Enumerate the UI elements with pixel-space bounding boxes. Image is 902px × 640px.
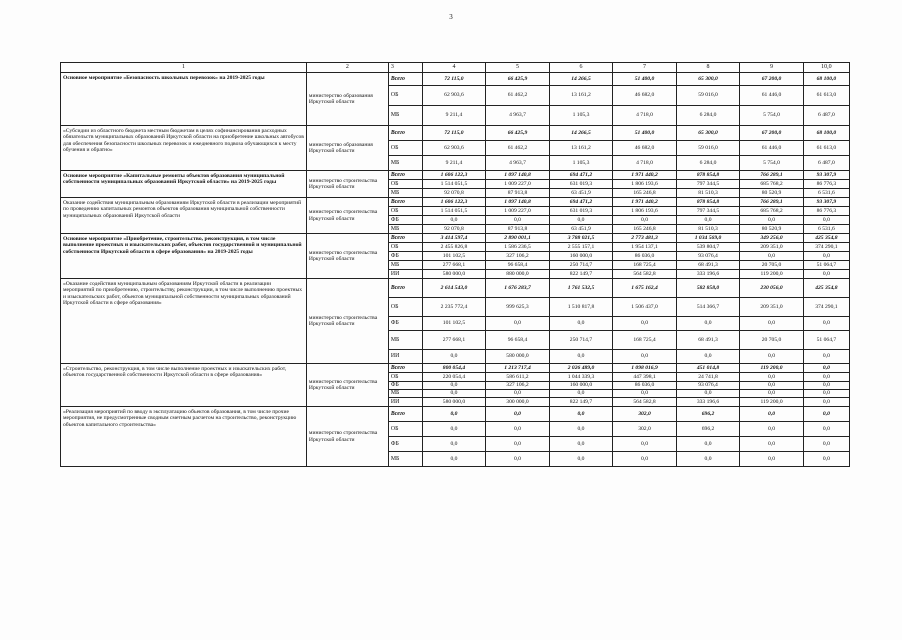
value-cell: 1 098 016,9: [613, 364, 677, 373]
value-cell: 86 776,3: [803, 207, 849, 216]
value-cell: 160 000,0: [549, 382, 613, 390]
value-cell: 3 788 021,5: [549, 234, 613, 243]
value-cell: 0,0: [740, 252, 804, 261]
table-row: [61, 364, 850, 373]
value-cell: 0,0: [740, 422, 804, 437]
value-cell: 9 211,4: [422, 156, 486, 171]
value-cell: 1 044 339,3: [549, 373, 613, 382]
table-row: [61, 171, 850, 180]
header-row: [61, 63, 850, 73]
value-cell: 209 351,0: [740, 298, 804, 317]
value-cell: 63 451,9: [549, 225, 613, 234]
executor-cell: министерство строительства Иркутской области: [306, 279, 388, 364]
value-cell: 0,0: [549, 390, 613, 398]
funding-source: ОБ: [388, 373, 422, 382]
value-cell: 0,0: [422, 216, 486, 225]
value-cell: 0,0: [422, 407, 486, 422]
value-cell: 685 768,2: [740, 180, 804, 189]
value-cell: 0,0: [803, 452, 849, 467]
value-cell: 0,0: [676, 216, 740, 225]
value-cell: 160 000,0: [549, 252, 613, 261]
value-cell: 580 000,0: [422, 398, 486, 407]
value-cell: 14 266,5: [549, 73, 613, 86]
value-cell: 2 555 157,1: [549, 243, 613, 252]
funding-source: МБ: [388, 331, 422, 350]
value-cell: 0,0: [803, 390, 849, 398]
value-cell: 86 036,0: [613, 382, 677, 390]
value-cell: 0,0: [549, 452, 613, 467]
funding-source: МБ: [388, 225, 422, 234]
value-cell: 0,0: [549, 407, 613, 422]
value-cell: 101 102,5: [422, 317, 486, 331]
value-cell: 250 714,7: [549, 261, 613, 270]
value-cell: 514 366,7: [676, 298, 740, 317]
header-cell: 6: [549, 63, 613, 73]
funding-source: Всего: [388, 234, 422, 243]
value-cell: 0,0: [676, 437, 740, 452]
value-cell: 766 289,1: [740, 198, 804, 207]
value-cell: 209 351,0: [740, 243, 804, 252]
funding-source: ОБ: [388, 243, 422, 252]
value-cell: 0,0: [422, 350, 486, 364]
value-cell: 93 076,4: [676, 252, 740, 261]
value-cell: 51 400,0: [613, 126, 677, 141]
table-row: [61, 234, 850, 243]
activity-description: «Реализация мероприятий по вводу в эксплуатацию объектов образования, в том числе прочие мероприятия, не предусмотренные сводным сметным расчетом на строительство, реконструкцию объектов капитального строительства»: [61, 407, 307, 467]
value-cell: 694 471,2: [549, 171, 613, 180]
activity-description: «Строительство, реконструкция, в том числе выполнение проектных и изыскательских работ, объектов государственной собственности Иркутской области в сфере образования»: [61, 364, 307, 407]
funding-source: ОБ: [388, 141, 422, 156]
value-cell: 374 290,1: [803, 243, 849, 252]
executor-cell: министерство строительства Иркутской области: [306, 364, 388, 407]
funding-source: Всего: [388, 364, 422, 373]
value-cell: 425 354,8: [803, 279, 849, 298]
funding-source: ИИ: [388, 350, 422, 364]
value-cell: 1 675 162,4: [613, 279, 677, 298]
value-cell: 6 284,0: [676, 156, 740, 171]
value-cell: 880 000,0: [486, 270, 550, 279]
value-cell: 62 903,6: [422, 86, 486, 106]
funding-source: ИИ: [388, 398, 422, 407]
value-cell: 61 613,0: [803, 86, 849, 106]
value-cell: 1 676 283,7: [486, 279, 550, 298]
value-cell: 1 514 051,5: [422, 207, 486, 216]
value-cell: 92 070,8: [422, 189, 486, 198]
value-cell: 119 200,0: [740, 364, 804, 373]
value-cell: 685 768,2: [740, 207, 804, 216]
value-cell: 220 054,4: [422, 373, 486, 382]
funding-source: ФБ: [388, 437, 422, 452]
value-cell: 2 890 001,1: [486, 234, 550, 243]
value-cell: 68 491,3: [676, 331, 740, 350]
value-cell: 0,0: [803, 317, 849, 331]
activity-description: «Субсидии из областного бюджета местным бюджетам в целях софинансирования расходных обязательств муниципальных образований Иркутской области на приобретение школьных автобусов для обеспечения безопасности школьных перевозок и ежедневного подвоза обучающихся к месту обучения и обратно»: [61, 126, 307, 171]
value-cell: 0,0: [613, 390, 677, 398]
value-cell: 0,0: [549, 317, 613, 331]
value-cell: 80 520,9: [740, 225, 804, 234]
value-cell: 374 290,1: [803, 298, 849, 317]
value-cell: 878 854,8: [676, 171, 740, 180]
value-cell: 0,0: [740, 437, 804, 452]
value-cell: 92 070,8: [422, 225, 486, 234]
value-cell: 0,0: [740, 382, 804, 390]
value-cell: 9 211,4: [422, 106, 486, 126]
value-cell: 4 963,7: [486, 106, 550, 126]
value-cell: 81 510,3: [676, 189, 740, 198]
funding-source: ОБ: [388, 422, 422, 437]
value-cell: 1 606 122,3: [422, 171, 486, 180]
header-cell: 7: [613, 63, 677, 73]
budget-table: [60, 62, 850, 467]
value-cell: 62 903,6: [422, 141, 486, 156]
funding-source: Всего: [388, 198, 422, 207]
value-cell: 0,0: [613, 317, 677, 331]
value-cell: 1 009 227,0: [486, 180, 550, 189]
value-cell: 631 019,3: [549, 207, 613, 216]
value-cell: 2 235 772,4: [422, 298, 486, 317]
value-cell: 6 284,0: [676, 106, 740, 126]
value-cell: 20 705,0: [740, 261, 804, 270]
value-cell: 878 854,8: [676, 198, 740, 207]
activity-description: Оказание содействия муниципальным образованиям Иркутской области в реализации мероприятий по проведению капитальных ремонтов объектов образования муниципальной собственности муниципальных образований Иркутской области: [61, 198, 307, 234]
funding-source: ОБ: [388, 86, 422, 106]
value-cell: 0,0: [422, 382, 486, 390]
value-cell: 0,0: [549, 216, 613, 225]
value-cell: 59 016,0: [676, 141, 740, 156]
header-cell: 4: [422, 63, 486, 73]
value-cell: 586 611,2: [486, 373, 550, 382]
value-cell: 2 455 826,8: [422, 243, 486, 252]
value-cell: 800 054,4: [422, 364, 486, 373]
value-cell: 1 806 193,6: [613, 207, 677, 216]
value-cell: 119 200,0: [740, 398, 804, 407]
funding-source: МБ: [388, 390, 422, 398]
value-cell: 1 097 140,8: [486, 171, 550, 180]
value-cell: 302,0: [613, 407, 677, 422]
value-cell: 87 913,8: [486, 225, 550, 234]
value-cell: 0,0: [486, 437, 550, 452]
funding-source: ФБ: [388, 216, 422, 225]
value-cell: 0,0: [486, 317, 550, 331]
value-cell: 582 858,0: [676, 279, 740, 298]
value-cell: 0,0: [676, 452, 740, 467]
executor-cell: министерство образования Иркутской области: [306, 73, 388, 126]
value-cell: 250 714,7: [549, 331, 613, 350]
value-cell: 1 105,3: [549, 156, 613, 171]
value-cell: 1 510 817,8: [549, 298, 613, 317]
value-cell: 0,0: [422, 452, 486, 467]
value-cell: 1 009 227,0: [486, 207, 550, 216]
funding-source: МБ: [388, 156, 422, 171]
header-cell: 9: [740, 63, 804, 73]
executor-cell: министерство строительства Иркутской области: [306, 234, 388, 279]
value-cell: 0,0: [740, 390, 804, 398]
value-cell: 539 804,7: [676, 243, 740, 252]
value-cell: 0,0: [803, 398, 849, 407]
value-cell: 96 658,4: [486, 331, 550, 350]
value-cell: 0,0: [740, 216, 804, 225]
funding-source: ОБ: [388, 298, 422, 317]
value-cell: 1 971 440,2: [613, 171, 677, 180]
value-cell: 80 520,9: [740, 189, 804, 198]
table-row: [61, 407, 850, 422]
value-cell: 1 105,3: [549, 106, 613, 126]
value-cell: 6 487,0: [803, 106, 849, 126]
value-cell: 168 725,4: [613, 261, 677, 270]
value-cell: 6 531,6: [803, 189, 849, 198]
value-cell: 333 196,6: [676, 398, 740, 407]
value-cell: 68 100,0: [803, 126, 849, 141]
value-cell: 66 425,9: [486, 126, 550, 141]
value-cell: 447 398,1: [613, 373, 677, 382]
value-cell: 277 668,1: [422, 331, 486, 350]
value-cell: 1 954 137,1: [613, 243, 677, 252]
value-cell: 694 471,2: [549, 198, 613, 207]
value-cell: 1 586 236,5: [486, 243, 550, 252]
value-cell: 2 773 481,3: [613, 234, 677, 243]
table-row: [61, 198, 850, 207]
value-cell: 277 668,1: [422, 261, 486, 270]
value-cell: 564 582,8: [613, 398, 677, 407]
value-cell: 86 776,3: [803, 180, 849, 189]
value-cell: 101 102,5: [422, 252, 486, 261]
value-cell: 0,0: [740, 373, 804, 382]
funding-source: МБ: [388, 452, 422, 467]
value-cell: 86 036,0: [613, 252, 677, 261]
value-cell: 65 300,0: [676, 73, 740, 86]
value-cell: 4 963,7: [486, 156, 550, 171]
value-cell: 696,2: [676, 407, 740, 422]
value-cell: 333 196,6: [676, 270, 740, 279]
value-cell: 564 582,8: [613, 270, 677, 279]
value-cell: 451 014,8: [676, 364, 740, 373]
value-cell: 165 246,8: [613, 225, 677, 234]
value-cell: 61 446,0: [740, 86, 804, 106]
value-cell: 797 344,5: [676, 180, 740, 189]
funding-source: Всего: [388, 279, 422, 298]
value-cell: 302,0: [613, 422, 677, 437]
value-cell: 168 725,4: [613, 331, 677, 350]
value-cell: 96 658,4: [486, 261, 550, 270]
value-cell: 1 606 122,3: [422, 198, 486, 207]
funding-source: МБ: [388, 106, 422, 126]
value-cell: 822 149,7: [549, 270, 613, 279]
value-cell: 6 531,6: [803, 225, 849, 234]
executor-cell: министерство строительства Иркутской области: [306, 198, 388, 234]
value-cell: 580 000,0: [422, 270, 486, 279]
value-cell: 87 913,8: [486, 189, 550, 198]
header-cell: 10,0: [803, 63, 849, 73]
value-cell: 0,0: [549, 350, 613, 364]
value-cell: 349 256,0: [740, 234, 804, 243]
value-cell: 5 754,0: [740, 156, 804, 171]
value-cell: 67 200,0: [740, 73, 804, 86]
value-cell: 1 971 440,2: [613, 198, 677, 207]
value-cell: 66 425,9: [486, 73, 550, 86]
value-cell: 72 115,0: [422, 126, 486, 141]
table-row: [61, 73, 850, 86]
table-row: [61, 126, 850, 141]
value-cell: 0,0: [803, 437, 849, 452]
funding-source: МБ: [388, 189, 422, 198]
value-cell: 93 307,9: [803, 171, 849, 180]
funding-source: ОБ: [388, 207, 422, 216]
value-cell: 3 414 597,4: [422, 234, 486, 243]
value-cell: 165 246,8: [613, 189, 677, 198]
value-cell: 67 200,0: [740, 126, 804, 141]
value-cell: 0,0: [803, 422, 849, 437]
value-cell: 61 462,2: [486, 86, 550, 106]
value-cell: 230 056,0: [740, 279, 804, 298]
value-cell: 61 446,0: [740, 141, 804, 156]
value-cell: 61 462,2: [486, 141, 550, 156]
value-cell: 0,0: [486, 216, 550, 225]
value-cell: 13 161,2: [549, 86, 613, 106]
value-cell: 0,0: [740, 350, 804, 364]
value-cell: 999 625,3: [486, 298, 550, 317]
value-cell: 61 613,0: [803, 141, 849, 156]
value-cell: 4 718,0: [613, 156, 677, 171]
value-cell: 0,0: [676, 350, 740, 364]
activity-description: «Оказание содействия муниципальным образованиям Иркутской области в реализации мероприятий по приобретению, строительству, реконструкции, в том числе выполнению проектных и изыскательских работ, объектов муниципальной собственности муниципальных образований Иркутской области в сфере образования»: [61, 279, 307, 364]
value-cell: 1 806 193,6: [613, 180, 677, 189]
value-cell: 24 741,8: [676, 373, 740, 382]
value-cell: 0,0: [613, 452, 677, 467]
value-cell: 2 026 489,0: [549, 364, 613, 373]
value-cell: 0,0: [422, 390, 486, 398]
value-cell: 0,0: [613, 350, 677, 364]
value-cell: 0,0: [422, 437, 486, 452]
value-cell: 0,0: [803, 270, 849, 279]
value-cell: 1 213 717,4: [486, 364, 550, 373]
value-cell: 1 034 569,0: [676, 234, 740, 243]
value-cell: 68 491,3: [676, 261, 740, 270]
value-cell: 0,0: [486, 422, 550, 437]
value-cell: 631 019,3: [549, 180, 613, 189]
value-cell: 4 718,0: [613, 106, 677, 126]
funding-source: ИИ: [388, 270, 422, 279]
value-cell: 0,0: [676, 390, 740, 398]
value-cell: 0,0: [676, 317, 740, 331]
value-cell: 766 289,1: [740, 171, 804, 180]
executor-cell: министерство строительства Иркутской области: [306, 407, 388, 467]
header-cell: 1: [61, 63, 307, 73]
value-cell: 0,0: [613, 437, 677, 452]
value-cell: 68 100,0: [803, 73, 849, 86]
value-cell: 327 106,2: [486, 252, 550, 261]
value-cell: 6 487,0: [803, 156, 849, 171]
executor-cell: министерство образования Иркутской области: [306, 126, 388, 171]
executor-cell: министерство строительства Иркутской области: [306, 171, 388, 198]
funding-source: МБ: [388, 261, 422, 270]
value-cell: 93 076,4: [676, 382, 740, 390]
header-cell: 8: [676, 63, 740, 73]
value-cell: 51 400,0: [613, 73, 677, 86]
activity-description: Основное мероприятие «Капитальные ремонты объектов образования муниципальной собственности муниципальных образований Иркутской области» на 2019-2025 годы: [61, 171, 307, 198]
value-cell: 580 000,0: [486, 350, 550, 364]
value-cell: 327 106,2: [486, 382, 550, 390]
value-cell: 1 514 051,5: [422, 180, 486, 189]
header-cell: 5: [486, 63, 550, 73]
value-cell: 300 000,0: [486, 398, 550, 407]
value-cell: 0,0: [803, 252, 849, 261]
value-cell: 72 115,0: [422, 73, 486, 86]
page-number: 3: [449, 13, 453, 21]
value-cell: 51 064,7: [803, 261, 849, 270]
header-cell: 2: [306, 63, 388, 73]
funding-source: ФБ: [388, 317, 422, 331]
activity-description: Основное мероприятие «Безопасность школьных перевозок» на 2019-2025 годы: [61, 73, 307, 126]
value-cell: 425 354,8: [803, 234, 849, 243]
funding-source: Всего: [388, 126, 422, 141]
funding-source: Всего: [388, 407, 422, 422]
value-cell: 65 300,0: [676, 126, 740, 141]
value-cell: 1 097 140,8: [486, 198, 550, 207]
value-cell: 0,0: [803, 407, 849, 422]
value-cell: 0,0: [740, 317, 804, 331]
value-cell: 46 682,0: [613, 86, 677, 106]
value-cell: 0,0: [486, 390, 550, 398]
value-cell: 797 344,5: [676, 207, 740, 216]
value-cell: 0,0: [486, 452, 550, 467]
value-cell: 63 451,9: [549, 189, 613, 198]
table-row: [61, 279, 850, 298]
funding-source: ФБ: [388, 382, 422, 390]
value-cell: 46 682,0: [613, 141, 677, 156]
value-cell: 0,0: [549, 422, 613, 437]
value-cell: 0,0: [486, 407, 550, 422]
value-cell: 696,2: [676, 422, 740, 437]
value-cell: 13 161,2: [549, 141, 613, 156]
value-cell: 0,0: [803, 382, 849, 390]
value-cell: 0,0: [803, 216, 849, 225]
value-cell: 59 016,0: [676, 86, 740, 106]
value-cell: 0,0: [613, 216, 677, 225]
value-cell: 2 614 543,0: [422, 279, 486, 298]
value-cell: 0,0: [740, 407, 804, 422]
header-cell: 3: [388, 63, 422, 73]
funding-source: ОБ: [388, 180, 422, 189]
activity-description: Основное мероприятие «Приобретение, строительство, реконструкция, в том числе выполнение проектных и изыскательских работ, объектов государственной и муниципальной собственности Иркутской области в сфере образования» на 2019-2025 годы: [61, 234, 307, 279]
value-cell: 0,0: [803, 364, 849, 373]
value-cell: 1 506 437,0: [613, 298, 677, 317]
value-cell: 93 307,9: [803, 198, 849, 207]
value-cell: 51 064,7: [803, 331, 849, 350]
value-cell: 822 149,7: [549, 398, 613, 407]
funding-source: ФБ: [388, 252, 422, 261]
value-cell: 119 200,0: [740, 270, 804, 279]
value-cell: 5 754,0: [740, 106, 804, 126]
value-cell: 14 266,5: [549, 126, 613, 141]
value-cell: 0,0: [549, 437, 613, 452]
value-cell: 1 761 532,5: [549, 279, 613, 298]
value-cell: 0,0: [740, 452, 804, 467]
funding-source: Всего: [388, 171, 422, 180]
funding-source: Всего: [388, 73, 422, 86]
value-cell: 81 510,3: [676, 225, 740, 234]
value-cell: 0,0: [803, 350, 849, 364]
value-cell: 20 705,0: [740, 331, 804, 350]
value-cell: 0,0: [803, 373, 849, 382]
value-cell: 0,0: [422, 422, 486, 437]
